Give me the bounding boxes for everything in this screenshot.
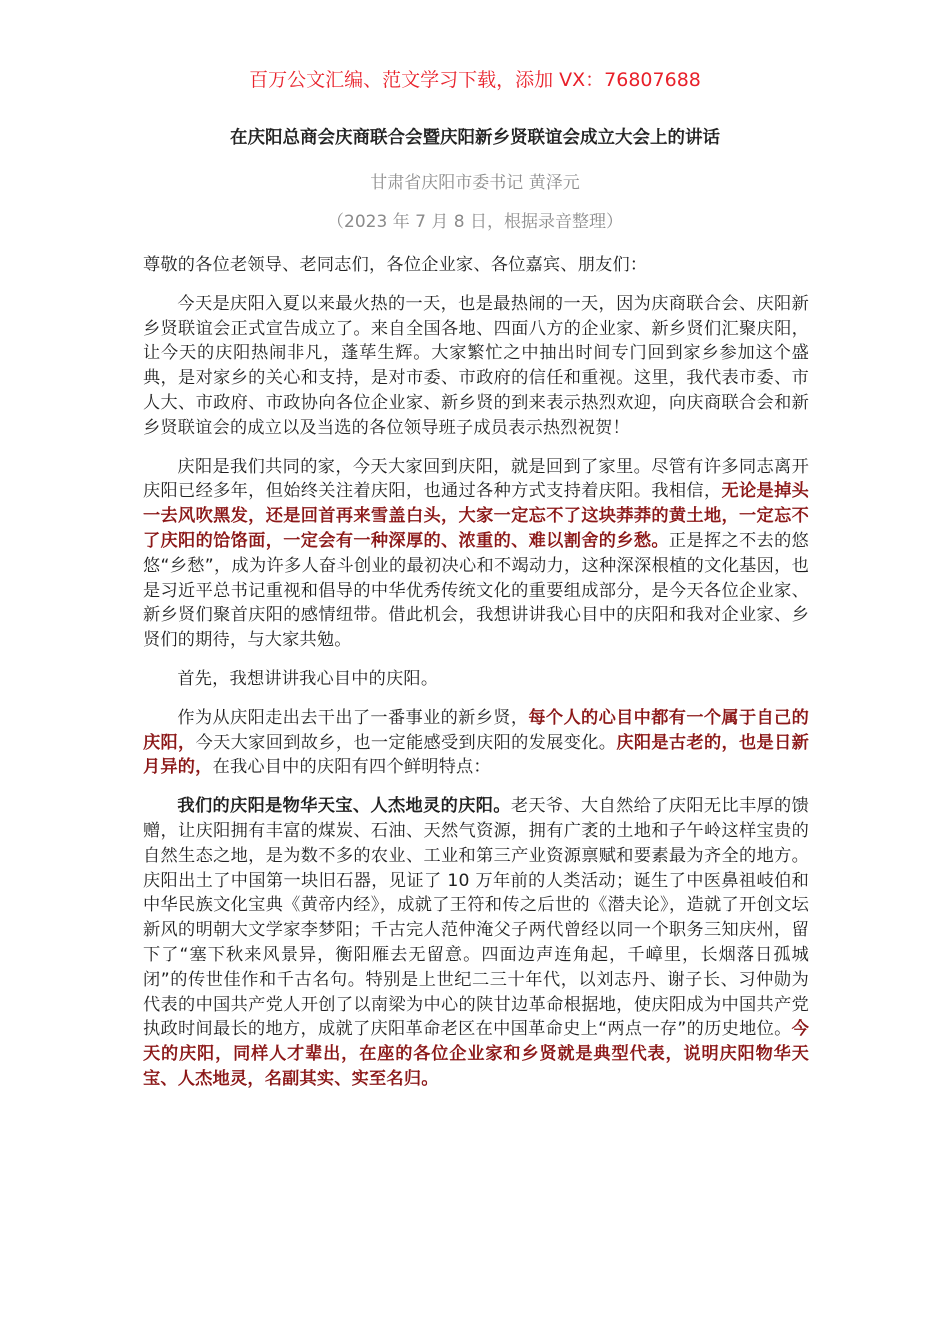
paragraph-opening: 今天是庆阳入夏以来最火热的一天，也是最热闹的一天，因为庆商联合会、庆阳新乡贤联谊会正式宣告成立了。来自全国各地、四面八方的企业家、新乡贤们汇聚庆阳，让今天的庆阳热闹非凡，蓬荜生辉。大家繁忙之中抽出时间专门回到家乡参加这个盛典，是对家乡的关心和支持，是对市委、市政府的信任和重视。这里，我代表市委、市人大、市政府、市政协向各位企业家、新乡贤的到来表示热烈欢迎，向庆商联合会和新乡贤联谊会的成立以及当选的各位领导班子成员表示热烈祝贺！: [143, 293, 809, 438]
emphasis-text: 无论是掉头一去风吹黑发，还是回首再来雪盖白头，大家一定忘不了这块莽莽的黄土地，一定忘不了庆阳的饸饹面，一定会有一种深厚的、浓重的、难以割舍的乡愁。: [143, 481, 809, 551]
salutation: 尊敬的各位老领导、老同志们，各位企业家、各位嘉宾、朋友们：: [143, 255, 648, 275]
speaker-line: 甘肃省庆阳市委书记 黄泽元: [370, 173, 580, 193]
paragraph-text: 作为从庆阳走出去干出了一番事业的新乡贤，: [177, 707, 529, 728]
emphasis-text: 今天的庆阳，同样人才辈出，在座的各位企业家和乡贤就是典型代表，说明庆阳物华天宝、人杰地灵，名副其实、实至名归。: [143, 1019, 809, 1089]
emphasis-text: 庆阳是古老的，也是日新月异的，: [143, 732, 809, 778]
paragraph-text: 今天大家回到故乡，也一定能感受到庆阳的发展变化。: [195, 732, 617, 753]
emphasis-text: 每个人的心目中都有一个属于自己的庆阳，: [143, 707, 809, 753]
paragraph-first-point: 首先，我想讲讲我心目中的庆阳。: [177, 668, 439, 689]
section-lead: 我们的庆阳是物华天宝、人杰地灵的庆阳。: [177, 796, 511, 817]
paragraph-text: 正是挥之不去的悠悠“乡愁”，成为许多人奋斗创业的最初决心和不竭动力，这种深深根植的文化基因，也是习近平总书记重视和倡导的中华优秀传统文化的重要组成部分，是今天各位企业家、新乡贤们聚首庆阳的感情纽带。借此机会，我想讲讲我心目中的庆阳和我对企业家、乡贤们的期待，与大家共勉。: [143, 530, 809, 651]
speech-title: 在庆阳总商会庆商联合会暨庆阳新乡贤联谊会成立大会上的讲话: [230, 128, 720, 148]
paragraph-feature-one: [143, 794, 809, 1092]
paragraph-text: 在我心目中的庆阳有四个鲜明特点：: [212, 757, 491, 778]
paragraph-homeland: [143, 455, 809, 653]
paragraph-text: 庆阳是我们共同的家，今天大家回到庆阳，就是回到了家里。尽管有许多同志离开庆阳已经多年，但始终关注着庆阳，也通过各种方式支持着庆阳。我相信，: [143, 456, 809, 502]
speech-body: [143, 253, 809, 1092]
promo-banner: 百万公文汇编、范文学习下载，添加 VX：76807688: [249, 69, 701, 91]
paragraph-text: 老天爷、大自然给了庆阳无比丰厚的馈赠，让庆阳拥有丰富的煤炭、石油、天然气资源，拥有广袤的土地和子午岭这样宝贵的自然生态之地，是为数不多的农业、工业和第三产业资源禀赋和要素最为齐全的地方。庆阳出土了中国第一块旧石器，见证了 10 万年前的人类活动；诞生了中医鼻祖岐伯和中华民族文化宝典《黄帝内经》，成就了王符和传之后世的《潜夫论》，造就了开创文坛新风的明朝大文学家李梦阳；千古完人范仲淹父子两代曾经以同一个职务三知庆州，留下了“塞下秋来风景异，衡阳雁去无留意。四面边声连角起，千嶂里，长烟落日孤城闭”的传世佳作和千古名句。特别是上世纪二三十年代，以刘志丹、谢子长、习仲勋为代表的中国共产党人开创了以南梁为中心的陕甘边革命根据地，使庆阳成为中国共产党执政时间最长的地方，成就了庆阳革命老区在中国革命史上“两点一存”的历史地位。: [143, 796, 809, 1040]
paragraph-four-features: [143, 706, 809, 780]
date-note: （2023 年 7 月 8 日，根据录音整理）: [327, 212, 623, 232]
